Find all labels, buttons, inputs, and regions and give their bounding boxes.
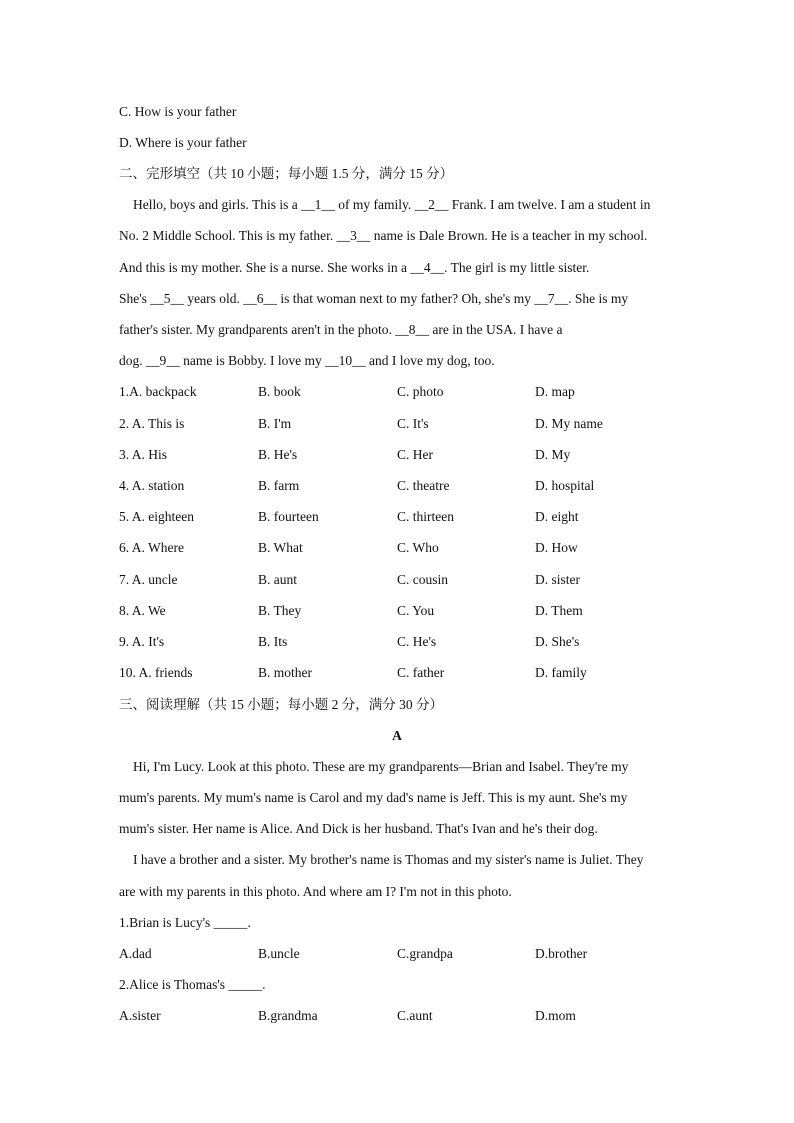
cloze-option: D. Them <box>535 603 583 618</box>
cloze-option: D. My <box>535 447 571 462</box>
reading-line-4: I have a brother and a sister. My brother's name is Thomas and my sister's name is Juliet. They <box>133 852 644 867</box>
cloze-option: C. Her <box>397 447 433 462</box>
part-label: A <box>392 728 402 743</box>
cloze-line-5: father's sister. My grandparents aren't in the photo. __8__ are in the USA. I have a <box>119 322 563 337</box>
cloze-option: D. map <box>535 384 575 399</box>
answer-option: D.mom <box>535 1008 576 1023</box>
cloze-option: C. photo <box>397 384 444 399</box>
cloze-option: B. fourteen <box>258 509 319 524</box>
cloze-line-6: dog. __9__ name is Bobby. I love my __10__ and I love my dog, too. <box>119 353 495 368</box>
cloze-option: 10. A. friends <box>119 665 193 680</box>
cloze-option: B. Its <box>258 634 288 649</box>
cloze-option: C. cousin <box>397 572 449 587</box>
cloze-option: C. Who <box>397 540 439 555</box>
cloze-option: D. She's <box>535 634 580 649</box>
cloze-option: C. theatre <box>397 478 450 493</box>
cloze-option: C. You <box>397 603 435 618</box>
cloze-option: 1.A. backpack <box>119 384 197 399</box>
cloze-option: D. How <box>535 540 578 555</box>
section-3-heading: 三、阅读理解（共 15 小题；每小题 2 分，满分 30 分） <box>119 697 443 712</box>
cloze-option: D. family <box>535 665 587 680</box>
cloze-line-4: She's __5__ years old. __6__ is that woman next to my father? Oh, she's my __7__. She is my <box>119 291 629 306</box>
cloze-option: 2. A. This is <box>119 416 185 431</box>
reading-line-1: Hi, I'm Lucy. Look at this photo. These are my grandparents—Brian and Isabel. They're my <box>133 759 629 774</box>
cloze-option: D. My name <box>535 416 603 431</box>
cloze-option: 9. A. It's <box>119 634 165 649</box>
cloze-option: B. He's <box>258 447 298 462</box>
answer-option: B.grandma <box>258 1008 318 1023</box>
cloze-option: B. farm <box>258 478 300 493</box>
reading-line-3: mum's sister. Her name is Alice. And Dick is her husband. That's Ivan and he's their dog. <box>119 821 598 836</box>
answer-option: B.uncle <box>258 946 300 961</box>
cloze-option: B. mother <box>258 665 312 680</box>
answer-option: C.grandpa <box>397 946 453 961</box>
cloze-option: 6. A. Where <box>119 540 184 555</box>
cloze-option: 7. A. uncle <box>119 572 178 587</box>
cloze-option: 8. A. We <box>119 603 166 618</box>
question-stem: 1.Brian is Lucy's _____. <box>119 915 251 930</box>
cloze-option: B. book <box>258 384 301 399</box>
cloze-line-2: No. 2 Middle School. This is my father. __3__ name is Dale Brown. He is a teacher in my school. <box>119 228 648 243</box>
cloze-line-3: And this is my mother. She is a nurse. She works in a __4__. The girl is my little sister. <box>119 260 590 275</box>
option-c-line: C. How is your father <box>119 104 237 119</box>
answer-option: A.dad <box>119 946 152 961</box>
cloze-option: 3. A. His <box>119 447 168 462</box>
cloze-option: B. They <box>258 603 302 618</box>
cloze-option: C. thirteen <box>397 509 454 524</box>
answer-option: A.sister <box>119 1008 161 1023</box>
reading-line-5: are with my parents in this photo. And where am I? I'm not in this photo. <box>119 884 512 899</box>
option-d-line: D. Where is your father <box>119 135 247 150</box>
cloze-option: D. hospital <box>535 478 595 493</box>
section-2-heading: 二、完形填空（共 10 小题；每小题 1.5 分，满分 15 分） <box>119 166 454 181</box>
reading-line-2: mum's parents. My mum's name is Carol and my dad's name is Jeff. This is my aunt. She's my <box>119 790 628 805</box>
question-stem: 2.Alice is Thomas's _____. <box>119 977 266 992</box>
cloze-option: 4. A. station <box>119 478 185 493</box>
cloze-option: D. sister <box>535 572 580 587</box>
cloze-option: D. eight <box>535 509 579 524</box>
cloze-option: C. He's <box>397 634 437 649</box>
cloze-option: C. father <box>397 665 445 680</box>
cloze-option: B. aunt <box>258 572 297 587</box>
cloze-line-1: Hello, boys and girls. This is a __1__ of my family. __2__ Frank. I am twelve. I am a student in <box>133 197 651 212</box>
cloze-option: B. What <box>258 540 303 555</box>
cloze-option: C. It's <box>397 416 429 431</box>
answer-option: C.aunt <box>397 1008 433 1023</box>
answer-option: D.brother <box>535 946 588 961</box>
cloze-option: 5. A. eighteen <box>119 509 194 524</box>
cloze-option: B. I'm <box>258 416 292 431</box>
